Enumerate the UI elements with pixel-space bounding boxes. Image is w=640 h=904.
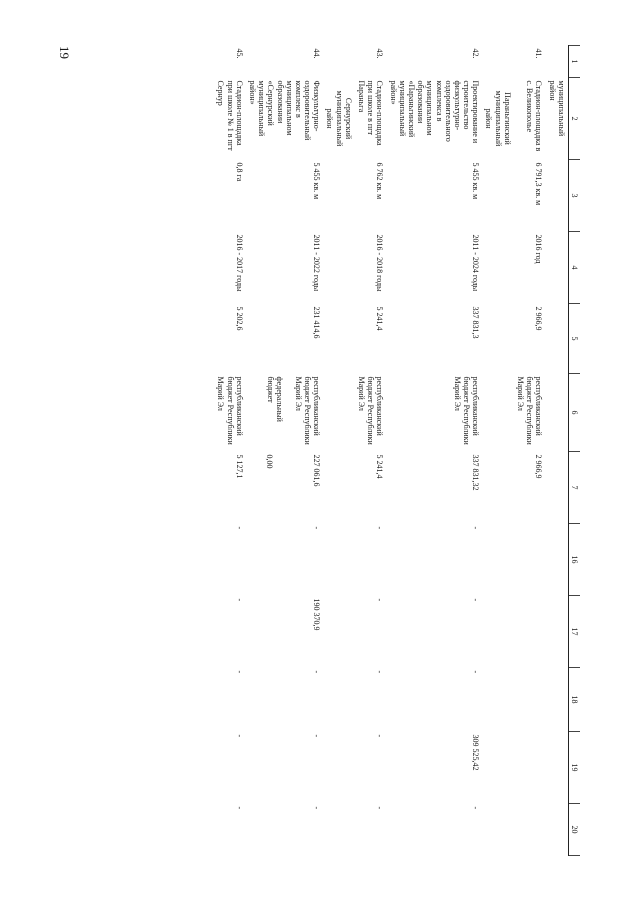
col18-value: - — [375, 670, 385, 674]
funding-source: республиканский бюджет Республики Марий Эл — [216, 376, 244, 445]
column-header: 6 — [568, 374, 580, 452]
funding-amount: 2 966,9 — [534, 454, 544, 479]
object-area: 5 455 кв. м — [312, 162, 322, 200]
funding-sources — [386, 374, 482, 452]
col16-value: - — [312, 526, 322, 530]
object-area: 6 791,3 кв. м — [534, 162, 544, 206]
row-number: 41. — [534, 48, 544, 59]
col16-value: - — [375, 526, 385, 530]
column-number-row — [568, 46, 580, 856]
estimated-cost: 2 966,9 — [534, 306, 544, 331]
funding-amount: 337 831,32 — [471, 454, 481, 491]
funding-amount: 5 241,4 — [375, 454, 385, 479]
row-number: 43. — [375, 48, 385, 59]
funding-source: республиканский бюджет Республики Марий Эл — [293, 376, 322, 445]
funding-sources — [355, 374, 387, 452]
row-number: 45. — [234, 48, 244, 59]
implementation-period: 2011 - 2024 годы — [471, 234, 481, 292]
funding-amount: 0,00 — [265, 454, 275, 469]
col19-value: - — [312, 734, 322, 738]
estimated-cost: 231 414,6 — [312, 306, 322, 339]
col16-value — [514, 524, 546, 596]
funding-amounts — [386, 452, 482, 524]
estimated-cost: 337 831,3 — [471, 306, 481, 339]
column-header: 3 — [568, 160, 580, 232]
col16-value: - — [471, 526, 481, 530]
section-row — [482, 46, 514, 856]
object-name: Физкультурно-оздоровительный комплекс в муниципальном образовании «Сернурский муниципальный район» — [248, 80, 322, 141]
estimated-cost: 5 202,6 — [234, 306, 244, 331]
col20-value — [514, 804, 546, 856]
column-header: 1 — [568, 46, 580, 78]
district-heading: Сернурский муниципальный район — [325, 90, 353, 147]
implementation-period: 2011 - 2022 годы — [312, 234, 322, 292]
col17-value: - — [234, 598, 244, 602]
col18-value: - — [234, 670, 244, 674]
col20-value: - — [234, 806, 244, 810]
page-number: 19 — [57, 46, 72, 59]
column-header: 19 — [568, 732, 580, 804]
funding-source: республиканский бюджет Республики Марий Эл — [357, 376, 385, 445]
column-header: 7 — [568, 452, 580, 524]
district-heading: Параньгинский муниципальный район — [484, 90, 512, 147]
column-header: 16 — [568, 524, 580, 596]
object-name: Стадион-площадка в с. Великополье — [525, 80, 544, 152]
col16-value: - — [234, 526, 244, 530]
district-continuation: муниципальный район — [547, 80, 566, 137]
investment-table — [214, 45, 580, 856]
col17-value: - — [375, 598, 385, 602]
col17-value: - — [471, 598, 481, 602]
object-area: 0,8 га — [234, 162, 244, 182]
funding-amount: 227 061,6 — [312, 454, 322, 487]
col19-value: - — [375, 734, 385, 738]
object-name: Проектирование и строительство физкультурно-оздоровительного комплекса в муниципальном образовании «Параньгинский муниципальный район» — [388, 80, 481, 144]
funding-sources — [214, 374, 246, 452]
funding-source: республиканский бюджет Республики Марий Эл — [452, 376, 481, 445]
table-row — [514, 46, 546, 856]
section-row — [323, 46, 355, 856]
object-name: Стадион-площадка при школе в пгт Параньга — [357, 80, 385, 146]
object-name: Стадион-площадка при школе № 1 в пгт Сернур — [216, 80, 244, 151]
funding-amounts — [246, 452, 324, 524]
table-row — [214, 46, 246, 856]
column-header: 20 — [568, 804, 580, 856]
funding-source: республиканский бюджет Республики Марий Эл — [516, 376, 544, 445]
implementation-period: 2016 - 2018 годы — [375, 234, 385, 292]
table-row — [386, 46, 482, 856]
funding-sources — [514, 374, 546, 452]
col19-value: - — [234, 734, 244, 738]
col17-value — [514, 596, 546, 668]
column-header: 5 — [568, 304, 580, 374]
col17-value: 190 370,9 — [312, 598, 322, 631]
col18-value: - — [312, 670, 322, 674]
col19-value: 309 525,42 — [471, 734, 481, 771]
object-area: 6 762 кв. м — [375, 162, 385, 200]
column-header: 2 — [568, 78, 580, 160]
table-row — [246, 46, 324, 856]
row-number: 42. — [471, 48, 481, 59]
col18-value: - — [471, 670, 481, 674]
implementation-period: 2016 - 2017 годы — [234, 234, 244, 292]
rotated-table-sheet — [115, 45, 580, 855]
continuation-row — [545, 46, 568, 856]
funding-sources — [246, 374, 324, 452]
funding-amount: 5 127,1 — [234, 454, 244, 479]
funding-amounts — [355, 452, 387, 524]
estimated-cost: 5 241,4 — [375, 306, 385, 331]
table-row — [355, 46, 387, 856]
funding-amounts — [514, 452, 546, 524]
col18-value — [514, 668, 546, 732]
funding-amounts — [214, 452, 246, 524]
col20-value: - — [471, 806, 481, 810]
funding-source: федеральный бюджет — [265, 376, 284, 422]
column-header: 4 — [568, 232, 580, 304]
col20-value: - — [312, 806, 322, 810]
column-header: 18 — [568, 668, 580, 732]
object-area: 5 455 кв. м — [471, 162, 481, 200]
column-header: 17 — [568, 596, 580, 668]
col20-value: - — [375, 806, 385, 810]
row-number: 44. — [312, 48, 322, 59]
implementation-period: 2016 год — [534, 234, 544, 264]
col19-value — [514, 732, 546, 804]
